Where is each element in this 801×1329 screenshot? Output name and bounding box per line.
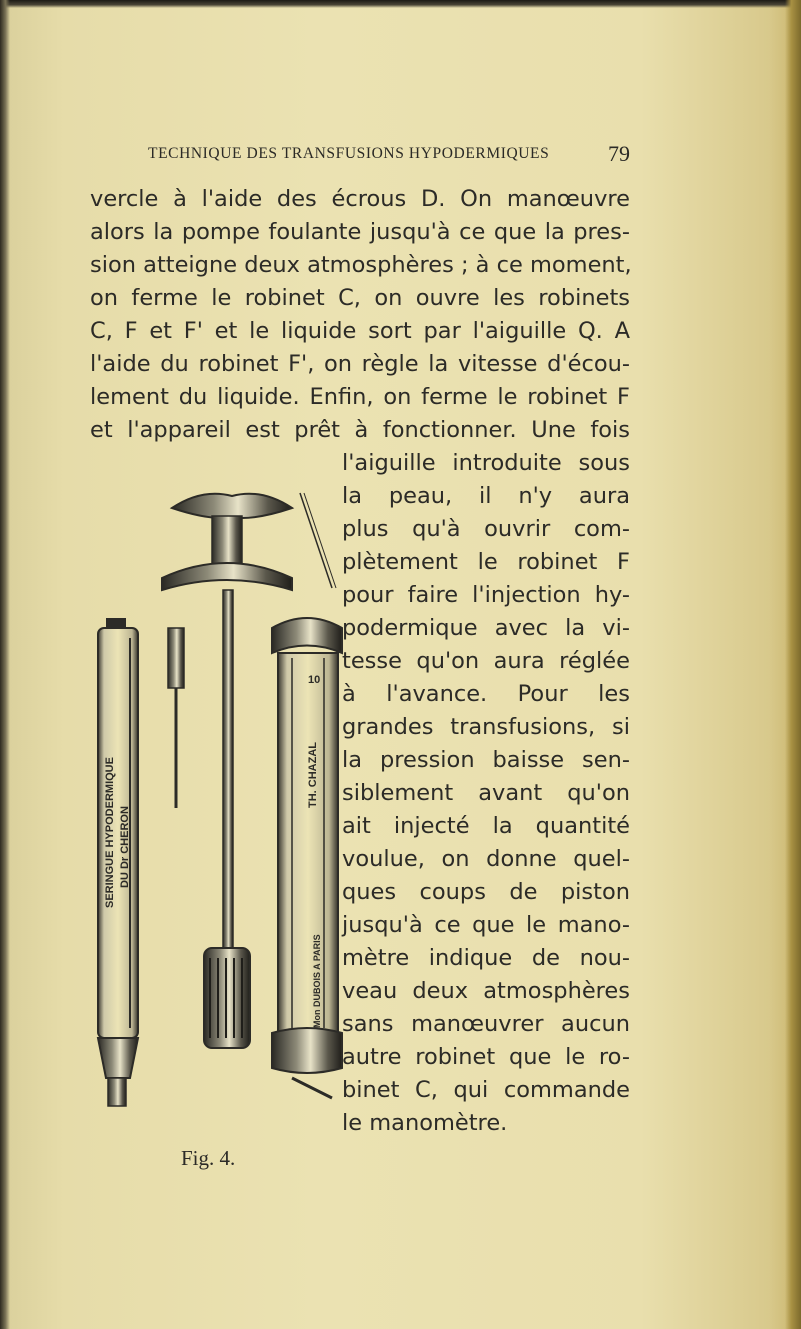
text-line: plus qu'à ouvrir com-: [342, 516, 630, 542]
text-line: ait injecté la quantité: [342, 813, 630, 839]
page-number: 79: [608, 141, 630, 166]
text-line: grandes transfusions, si: [342, 714, 630, 740]
text-line: on ferme le robinet C, on ouvre les robinets: [90, 285, 630, 311]
text-line: veau deux atmosphères: [342, 978, 630, 1004]
text-line: voulue, on donne quel-: [342, 846, 630, 872]
text-line: C, F et F' et le liquide sort par l'aiguille Q. A: [90, 318, 630, 344]
text-line: mètre indique de nou-: [342, 945, 630, 971]
case-label-line2: DU Dr CHERON: [119, 806, 131, 888]
syringe-illustration: [92, 478, 352, 1118]
text-line: le manomètre.: [342, 1110, 508, 1136]
maker-label: TH. CHAZAL: [307, 742, 319, 808]
text-line: tesse qu'on aura réglée: [342, 648, 630, 674]
piston-rod: [162, 494, 292, 1048]
syringe-case: [98, 618, 138, 1106]
text-line: sion atteigne deux atmosphères ; à ce moment,: [90, 252, 632, 278]
text-line: binet C, qui commande: [342, 1077, 630, 1103]
text-line: et l'appareil est prêt à fonctionner. Une fois: [90, 417, 630, 443]
text-line: podermique avec la vi-: [342, 615, 630, 641]
text-line: sans manœuvrer aucun: [342, 1011, 630, 1037]
case-label-line1: SERINGUE HYPODERMIQUE: [104, 757, 116, 908]
text-line: l'aide du robinet F', on règle la vitesse d'écou-: [90, 351, 630, 377]
text-line: siblement avant qu'on: [342, 780, 630, 806]
text-line: la pression baisse sen-: [342, 747, 630, 773]
text-line: vercle à l'aide des écrous D. On manœuvre: [90, 186, 630, 212]
text-line: ques coups de piston: [342, 879, 630, 905]
maker-address: Mon DUBOIS A PARIS: [312, 934, 322, 1028]
text-line: plètement le robinet F: [342, 549, 630, 575]
text-line: jusqu'à ce que le mano-: [342, 912, 630, 938]
text-line: à l'avance. Pour les: [342, 681, 630, 707]
running-header: TECHNIQUE DES TRANSFUSIONS HYPODERMIQUES: [148, 145, 550, 162]
graduation-number: 10: [308, 674, 321, 686]
text-line: autre robinet que le ro-: [342, 1044, 630, 1070]
text-line: alors la pompe foulante jusqu'à ce que la pres-: [90, 219, 630, 245]
text-line: lement du liquide. Enfin, on ferme le robinet F: [90, 384, 630, 410]
text-line: pour faire l'injection hy-: [342, 582, 630, 608]
text-line: la peau, il n'y aura: [342, 483, 630, 509]
page-edge: [785, 0, 801, 1329]
figure-caption: Fig. 4.: [181, 1146, 236, 1170]
text-line: l'aiguille introduite sous: [342, 450, 630, 476]
